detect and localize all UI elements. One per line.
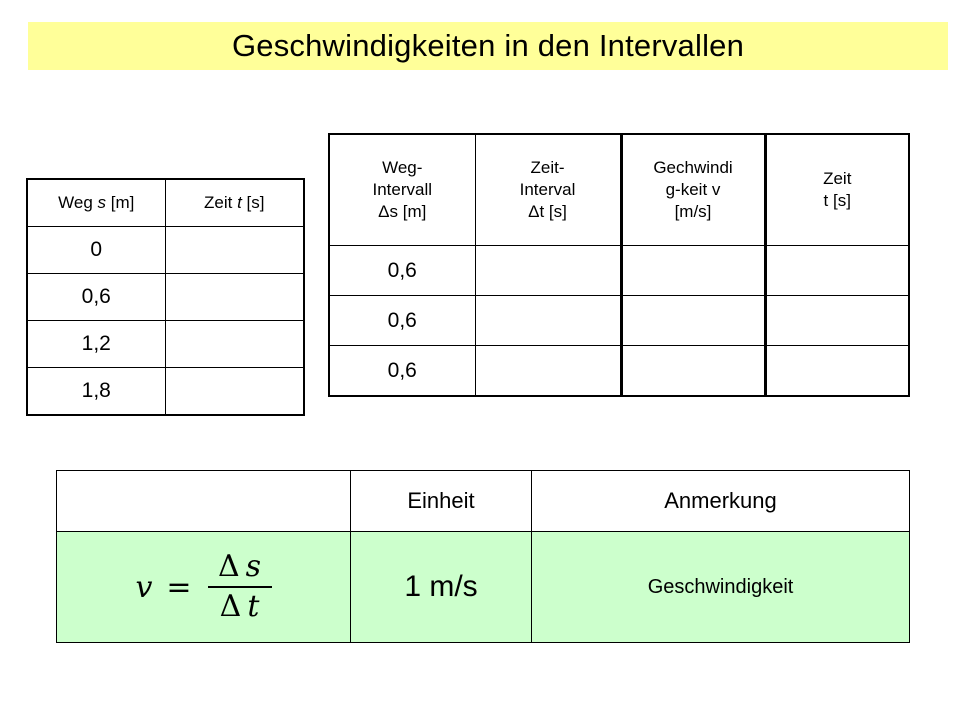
table-cell: [765, 246, 909, 296]
table-row: [57, 532, 910, 643]
header-zeit-interval: Zeit- Interval Δt [s]: [475, 134, 621, 246]
table-row: [329, 246, 909, 296]
header-empty: [57, 471, 351, 532]
table-cell: 0: [27, 227, 165, 274]
table-cell: 0,6: [27, 274, 165, 321]
formula-denominator: Δ t: [219, 589, 260, 624]
table-cell: [165, 368, 304, 416]
formula-fraction: [208, 548, 272, 626]
remark-text: Geschwindigkeit: [532, 532, 910, 643]
table-cell: [475, 346, 621, 397]
formula-numerator: Δ s: [218, 549, 262, 584]
header-anmerkung: Anmerkung: [532, 471, 910, 532]
table-cell: 0,6: [329, 346, 475, 397]
table-header-row: [27, 179, 304, 227]
formula-table: [56, 470, 910, 643]
table-header-row: [57, 471, 910, 532]
formula-lhs: v: [135, 569, 153, 605]
header-geschwindigkeit: Gechwindi g-keit v [m/s]: [621, 134, 765, 246]
header-einheit: Einheit: [351, 471, 532, 532]
formula-cell: [57, 532, 351, 643]
formula-equals: =: [166, 569, 192, 605]
table-cell: 0,6: [329, 246, 475, 296]
table-row: [329, 346, 909, 397]
table-cell: [621, 296, 765, 346]
table-cell: [765, 346, 909, 397]
table-cell: [621, 246, 765, 296]
table-cell: [165, 274, 304, 321]
table-cell: [765, 296, 909, 346]
header-zeit: Zeit t [s]: [165, 179, 304, 227]
table-cell: 0,6: [329, 296, 475, 346]
title-bar: [28, 22, 948, 70]
interval-speed-table: [328, 133, 910, 397]
table-cell: [165, 321, 304, 368]
table-row: [329, 296, 909, 346]
speed-formula: [135, 548, 271, 626]
header-weg: Weg s [m]: [27, 179, 165, 227]
distance-time-table: [26, 178, 305, 416]
header-zeit: Zeit t [s]: [765, 134, 909, 246]
table-cell: [475, 296, 621, 346]
table-cell: [475, 246, 621, 296]
table-cell: [165, 227, 304, 274]
header-weg-intervall: Weg- Intervall Δs [m]: [329, 134, 475, 246]
table-header-row: [329, 134, 909, 246]
page-title: Geschwindigkeiten in den Intervallen: [231, 28, 745, 63]
table-cell: [621, 346, 765, 397]
unit-value: 1 m/s: [351, 532, 532, 643]
table-row: [27, 227, 304, 274]
table-cell: 1,8: [27, 368, 165, 416]
table-row: [27, 368, 304, 416]
table-row: [27, 321, 304, 368]
table-row: [27, 274, 304, 321]
table-cell: 1,2: [27, 321, 165, 368]
